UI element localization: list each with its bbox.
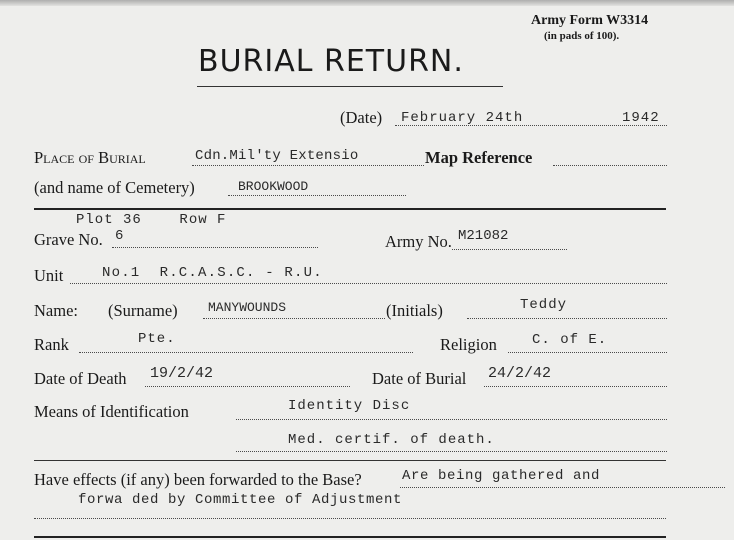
map-reference-label: Map Reference — [425, 148, 533, 167]
grave-dotted-line — [112, 247, 318, 248]
army-form-number: Army Form W3314 — [531, 13, 649, 28]
identification-dotted-line-2 — [236, 451, 667, 452]
initials-label: (Initials) — [386, 301, 443, 320]
surname-value[interactable]: MANYWOUNDS — [208, 300, 287, 315]
rank-dotted-line — [79, 352, 413, 353]
plot-row-note[interactable]: Plot 36 Row F — [76, 212, 227, 228]
grave-number-value[interactable]: 6 — [115, 228, 125, 244]
section-divider-top — [34, 208, 666, 210]
army-number-dotted-line — [452, 249, 567, 250]
initials-value[interactable]: Teddy — [520, 297, 568, 313]
section-divider-bottom — [34, 460, 666, 461]
religion-dotted-line — [508, 352, 667, 353]
date-of-death-value[interactable]: 19/2/42 — [150, 365, 214, 382]
cemetery-label: (and name of Cemetery) — [34, 178, 195, 197]
army-number-label: Army No. — [385, 232, 452, 251]
name-label: Name: — [34, 301, 78, 320]
place-of-burial-value[interactable]: Cdn.Mil'ty Extensio — [195, 148, 359, 164]
place-of-burial-label: Place of Burial — [34, 148, 146, 167]
effects-question: Have effects (if any) been forwarded to the Base? — [34, 470, 362, 489]
surname-label: (Surname) — [108, 301, 178, 320]
map-reference-dotted-line — [553, 165, 667, 166]
identification-value-2[interactable]: Med. certif. of death. — [288, 432, 495, 448]
date-value[interactable]: February 24th — [401, 110, 524, 126]
identification-value-1[interactable]: Identity Disc — [288, 398, 411, 414]
grave-number-label: Grave No. — [34, 230, 103, 249]
form-bottom-rule — [34, 536, 666, 538]
religion-value[interactable]: C. of E. — [532, 332, 608, 348]
unit-label: Unit — [34, 266, 64, 285]
date-of-burial-label: Date of Burial — [372, 369, 467, 388]
effects-dotted-line-1 — [400, 487, 725, 488]
date-of-burial-value[interactable]: 24/2/42 — [488, 365, 552, 382]
pads-note: (in pads of 100). — [544, 30, 620, 42]
date-of-death-dotted-line — [145, 386, 350, 387]
identification-dotted-line-1 — [236, 419, 667, 420]
identification-label: Means of Identification — [34, 402, 189, 421]
date-of-burial-dotted-line — [484, 386, 667, 387]
form-title: BURIAL RETURN. — [198, 44, 464, 79]
unit-value[interactable]: No.1 R.C.A.S.C. - R.U. — [102, 265, 323, 281]
date-year[interactable]: 1942 — [622, 110, 660, 126]
effects-answer-2[interactable]: forwa ded by Committee of Adjustment — [78, 492, 403, 508]
army-number-value[interactable]: M21082 — [458, 228, 509, 244]
religion-label: Religion — [440, 335, 497, 354]
place-dotted-line — [192, 165, 424, 166]
effects-dotted-line-2 — [34, 518, 666, 519]
cemetery-dotted-line — [228, 195, 406, 196]
effects-answer-1[interactable]: Are being gathered and — [402, 468, 601, 484]
initials-dotted-line — [467, 318, 667, 319]
rank-value[interactable]: Pte. — [138, 331, 176, 347]
date-label: (Date) — [340, 108, 383, 127]
date-of-death-label: Date of Death — [34, 369, 127, 388]
title-underline — [197, 86, 503, 87]
surname-dotted-line — [203, 318, 385, 319]
rank-label: Rank — [34, 335, 69, 354]
unit-dotted-line — [70, 283, 667, 284]
cemetery-value[interactable]: BROOKWOOD — [238, 179, 309, 194]
